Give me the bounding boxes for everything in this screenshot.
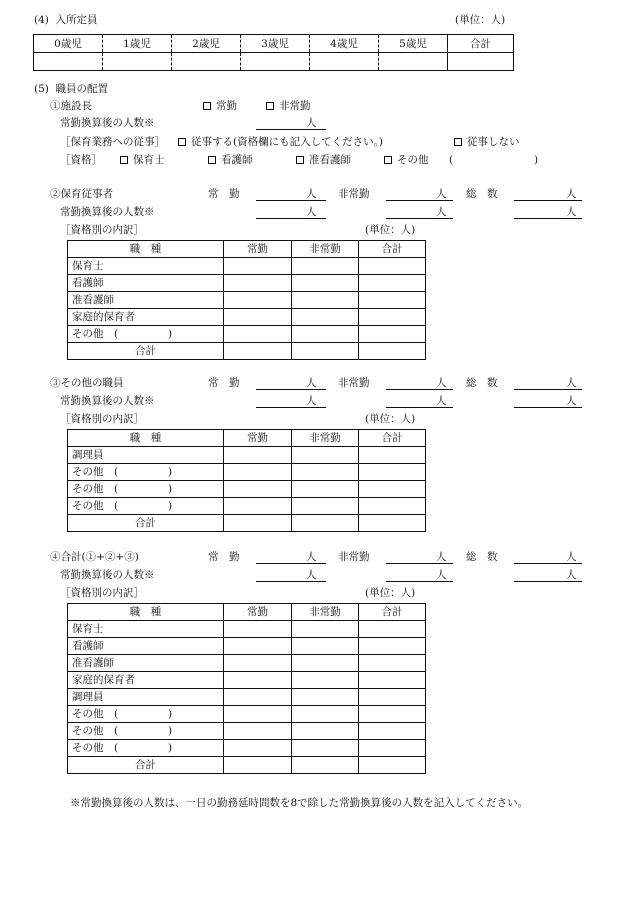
qual-option-nurse[interactable]: 看護師 <box>208 155 253 166</box>
capacity-header: 4歳児 <box>310 35 379 53</box>
checkbox-icon[interactable] <box>208 156 216 164</box>
table-cell[interactable] <box>224 515 292 532</box>
job-type-cell <box>68 258 224 275</box>
table-row <box>68 258 426 275</box>
job-type-cell <box>68 621 224 638</box>
table-cell[interactable] <box>359 447 426 464</box>
person-unit: 人 <box>306 206 317 218</box>
converted-fulltime-field[interactable] <box>256 581 326 582</box>
table-cell[interactable] <box>292 258 359 275</box>
job-type-cell <box>68 326 224 343</box>
director-title: ①施設長 <box>50 100 92 112</box>
paren-close: ) <box>168 742 173 754</box>
converted-total-field[interactable] <box>514 218 582 219</box>
job-type-cell <box>68 740 224 757</box>
table-row <box>68 464 426 481</box>
table-header: 職 種 <box>68 430 224 447</box>
table-row <box>68 292 426 309</box>
paren-close: ) <box>168 466 173 478</box>
table-row <box>68 498 426 515</box>
table-cell[interactable] <box>359 672 426 689</box>
capacity-header: 1歳児 <box>103 35 172 53</box>
table-cell[interactable] <box>292 275 359 292</box>
table-header: 常勤 <box>224 604 292 621</box>
table-cell[interactable] <box>359 481 426 498</box>
table-cell[interactable] <box>359 706 426 723</box>
job-type-label: 看護師 <box>72 640 104 652</box>
total-field[interactable] <box>514 563 582 564</box>
qual-other-close-paren: ) <box>534 154 539 166</box>
table-cell[interactable] <box>224 258 292 275</box>
table-total-row <box>68 515 426 532</box>
footnote: ※常勤換算後の人数は、一日の勤務延時間数を8で除した常勤換算後の人数を記入してください。 <box>70 797 529 809</box>
breakdown-table <box>67 603 426 774</box>
breakdown-table <box>67 240 426 360</box>
table-cell[interactable] <box>224 706 292 723</box>
table-row <box>68 723 426 740</box>
capacity-header: 2歳児 <box>172 35 241 53</box>
converted-label: 常勤換算後の人数※ <box>60 206 155 218</box>
director-converted-field[interactable] <box>256 129 326 130</box>
table-row <box>68 672 426 689</box>
total-label: 総 数 <box>466 377 498 389</box>
person-unit: 人 <box>566 206 577 218</box>
converted-total-field[interactable] <box>514 581 582 582</box>
table-header: 常勤 <box>224 430 292 447</box>
table-header: 合計 <box>359 604 426 621</box>
paren-close: ) <box>168 708 173 720</box>
person-unit: 人 <box>436 551 447 563</box>
section-title: ②保育従事者 <box>50 188 113 200</box>
converted-parttime-field[interactable] <box>386 218 453 219</box>
breakdown-table <box>67 429 426 532</box>
total-row-label: 合計 <box>68 757 224 774</box>
table-row <box>68 655 426 672</box>
job-type-cell <box>68 655 224 672</box>
table-header: 非常勤 <box>292 430 359 447</box>
person-unit: 人 <box>436 206 447 218</box>
table-cell[interactable] <box>224 638 292 655</box>
table-cell[interactable] <box>224 655 292 672</box>
table-cell[interactable] <box>292 343 359 360</box>
job-type-cell <box>68 275 224 292</box>
staff-heading: (5) 職員の配置 <box>34 83 109 95</box>
capacity-header: 0歳児 <box>34 35 103 53</box>
table-total-row <box>68 757 426 774</box>
table-row <box>68 326 426 343</box>
fulltime-label: 常 勤 <box>208 551 240 563</box>
care-work-yes-option[interactable]: 従事する(資格欄にも記入してください。) <box>178 137 383 148</box>
job-type-cell <box>68 464 224 481</box>
job-type-cell <box>68 689 224 706</box>
qual-option-hoikushi[interactable]: 保育士 <box>120 155 165 166</box>
table-cell[interactable] <box>359 689 426 706</box>
total-field[interactable] <box>514 200 582 201</box>
table-cell[interactable] <box>224 343 292 360</box>
job-type-label: その他 ( <box>72 742 119 754</box>
capacity-header: 3歳児 <box>241 35 310 53</box>
job-type-cell <box>68 309 224 326</box>
job-type-cell <box>68 481 224 498</box>
converted-label: 常勤換算後の人数※ <box>60 395 155 407</box>
table-cell[interactable] <box>359 723 426 740</box>
table-row <box>68 638 426 655</box>
table-row <box>68 447 426 464</box>
person-unit: 人 <box>566 395 577 407</box>
person-unit: 人 <box>436 569 447 581</box>
table-cell[interactable] <box>224 723 292 740</box>
parttime-field[interactable] <box>386 389 453 390</box>
table-cell[interactable] <box>292 740 359 757</box>
table-cell[interactable] <box>292 464 359 481</box>
person-unit: 人 <box>306 377 317 389</box>
job-type-label: 調理員 <box>72 691 104 703</box>
person-unit: 人 <box>436 188 447 200</box>
table-cell[interactable] <box>292 309 359 326</box>
table-cell[interactable] <box>359 275 426 292</box>
table-cell[interactable] <box>224 464 292 481</box>
capacity-table <box>33 34 514 71</box>
section-title: ④合計(①+②+③) <box>50 551 139 563</box>
person-unit: 人 <box>306 117 317 129</box>
person-unit: 人 <box>566 188 577 200</box>
checkbox-icon[interactable] <box>296 156 304 164</box>
job-type-label: 調理員 <box>72 449 104 461</box>
table-row <box>68 481 426 498</box>
director-converted-label: 常勤換算後の人数※ <box>60 117 155 129</box>
fulltime-field[interactable] <box>256 389 326 390</box>
table-cell[interactable] <box>292 621 359 638</box>
job-type-label: 保育士 <box>72 623 104 635</box>
table-header: 非常勤 <box>292 604 359 621</box>
table-cell[interactable] <box>224 275 292 292</box>
fulltime-field[interactable] <box>256 200 326 201</box>
fulltime-field[interactable] <box>256 563 326 564</box>
parttime-field[interactable] <box>386 563 453 564</box>
total-field[interactable] <box>514 389 582 390</box>
table-cell[interactable] <box>359 326 426 343</box>
capacity-header: 合計 <box>448 35 514 53</box>
breakdown-label: ［資格別の内訳］ <box>60 587 144 599</box>
table-cell[interactable] <box>292 757 359 774</box>
breakdown-unit: (単位：人) <box>365 224 416 236</box>
table-row <box>68 309 426 326</box>
table-cell[interactable] <box>359 309 426 326</box>
job-type-label: その他 ( <box>72 483 119 495</box>
person-unit: 人 <box>566 377 577 389</box>
table-cell[interactable] <box>359 757 426 774</box>
converted-label: 常勤換算後の人数※ <box>60 569 155 581</box>
breakdown-label: ［資格別の内訳］ <box>60 413 144 425</box>
person-unit: 人 <box>436 395 447 407</box>
job-type-label: その他 ( <box>72 708 119 720</box>
table-cell[interactable] <box>359 258 426 275</box>
care-work-no-option[interactable]: 従事しない <box>454 137 520 148</box>
table-cell[interactable] <box>224 672 292 689</box>
capacity-cell[interactable] <box>172 53 241 71</box>
director-fulltime-option[interactable]: 常勤 <box>203 101 237 112</box>
table-cell[interactable] <box>224 498 292 515</box>
table-cell[interactable] <box>359 498 426 515</box>
person-unit: 人 <box>306 551 317 563</box>
paren-close: ) <box>168 725 173 737</box>
job-type-cell <box>68 723 224 740</box>
table-cell[interactable] <box>292 689 359 706</box>
table-cell[interactable] <box>224 689 292 706</box>
converted-parttime-field[interactable] <box>386 407 453 408</box>
table-cell[interactable] <box>292 447 359 464</box>
table-cell[interactable] <box>224 757 292 774</box>
table-row <box>68 689 426 706</box>
job-type-label: 家庭的保育者 <box>72 674 135 686</box>
job-type-label: 保育士 <box>72 260 104 272</box>
person-unit: 人 <box>566 551 577 563</box>
table-cell[interactable] <box>224 309 292 326</box>
table-header: 職 種 <box>68 241 224 258</box>
person-unit: 人 <box>306 569 317 581</box>
breakdown-unit: (単位：人) <box>365 587 416 599</box>
table-cell[interactable] <box>359 655 426 672</box>
job-type-cell <box>68 672 224 689</box>
table-cell[interactable] <box>224 292 292 309</box>
person-unit: 人 <box>306 395 317 407</box>
converted-parttime-field[interactable] <box>386 581 453 582</box>
table-header: 合計 <box>359 430 426 447</box>
table-header: 常勤 <box>224 241 292 258</box>
table-cell[interactable] <box>359 515 426 532</box>
converted-fulltime-field[interactable] <box>256 407 326 408</box>
checkbox-icon[interactable] <box>384 156 392 164</box>
table-cell[interactable] <box>292 723 359 740</box>
job-type-label: その他 ( <box>72 328 119 340</box>
table-cell[interactable] <box>359 621 426 638</box>
checkbox-icon[interactable] <box>454 138 462 146</box>
table-row <box>68 740 426 757</box>
qual-option-assistant-nurse[interactable]: 准看護師 <box>296 155 351 166</box>
checkbox-icon[interactable] <box>203 102 211 110</box>
table-cell[interactable] <box>224 621 292 638</box>
qualification-label: ［資格］ <box>60 154 102 166</box>
parttime-label: 非常勤 <box>338 188 370 200</box>
paren-close: ) <box>168 500 173 512</box>
table-cell[interactable] <box>359 464 426 481</box>
job-type-label: その他 ( <box>72 500 119 512</box>
capacity-cell[interactable] <box>448 53 514 71</box>
fulltime-label: 常 勤 <box>208 377 240 389</box>
capacity-cell[interactable] <box>103 53 172 71</box>
table-cell[interactable] <box>224 740 292 757</box>
total-label: 総 数 <box>466 551 498 563</box>
table-cell[interactable] <box>292 292 359 309</box>
table-cell[interactable] <box>359 638 426 655</box>
parttime-label: 非常勤 <box>338 377 370 389</box>
section-title: ③その他の職員 <box>50 377 124 389</box>
total-row-label: 合計 <box>68 515 224 532</box>
capacity-cell[interactable] <box>241 53 310 71</box>
table-header: 非常勤 <box>292 241 359 258</box>
table-cell[interactable] <box>292 515 359 532</box>
table-cell[interactable] <box>359 740 426 757</box>
job-type-cell <box>68 447 224 464</box>
parttime-label: 非常勤 <box>338 551 370 563</box>
capacity-cell[interactable] <box>379 53 448 71</box>
job-type-cell <box>68 292 224 309</box>
table-cell[interactable] <box>292 498 359 515</box>
capacity-heading: (4) 入所定員 <box>34 14 98 26</box>
table-row <box>68 275 426 292</box>
person-unit: 人 <box>566 569 577 581</box>
table-cell[interactable] <box>292 655 359 672</box>
table-row <box>68 621 426 638</box>
table-cell[interactable] <box>292 326 359 343</box>
care-work-label: ［保育業務への従事］ <box>60 136 165 148</box>
job-type-label: その他 ( <box>72 466 119 478</box>
capacity-cell[interactable] <box>34 53 103 71</box>
job-type-label: 看護師 <box>72 277 104 289</box>
job-type-cell <box>68 498 224 515</box>
converted-total-field[interactable] <box>514 407 582 408</box>
total-label: 総 数 <box>466 188 498 200</box>
capacity-header: 5歳児 <box>379 35 448 53</box>
table-cell[interactable] <box>292 672 359 689</box>
qual-option-other[interactable]: その他 <box>384 155 429 166</box>
fulltime-label: 常 勤 <box>208 188 240 200</box>
table-total-row <box>68 343 426 360</box>
table-cell[interactable] <box>359 292 426 309</box>
job-type-label: その他 ( <box>72 725 119 737</box>
table-header: 職 種 <box>68 604 224 621</box>
table-cell[interactable] <box>292 638 359 655</box>
person-unit: 人 <box>436 377 447 389</box>
checkbox-icon[interactable] <box>178 138 186 146</box>
breakdown-unit: (単位：人) <box>365 413 416 425</box>
total-row-label: 合計 <box>68 343 224 360</box>
table-cell[interactable] <box>292 481 359 498</box>
table-cell[interactable] <box>224 447 292 464</box>
checkbox-icon[interactable] <box>266 102 274 110</box>
table-cell[interactable] <box>292 706 359 723</box>
table-row <box>68 706 426 723</box>
capacity-unit: (単位：人) <box>455 14 506 26</box>
table-cell[interactable] <box>224 481 292 498</box>
paren-close: ) <box>168 328 173 340</box>
person-unit: 人 <box>306 188 317 200</box>
table-header: 合計 <box>359 241 426 258</box>
director-parttime-option[interactable]: 非常勤 <box>266 101 311 112</box>
table-cell[interactable] <box>359 343 426 360</box>
qual-other-open-paren: ( <box>449 154 454 166</box>
paren-close: ) <box>168 483 173 495</box>
job-type-cell <box>68 706 224 723</box>
breakdown-label: ［資格別の内訳］ <box>60 224 144 236</box>
job-type-label: 准看護師 <box>72 657 114 669</box>
parttime-field[interactable] <box>386 200 453 201</box>
job-type-label: 准看護師 <box>72 294 114 306</box>
converted-fulltime-field[interactable] <box>256 218 326 219</box>
table-cell[interactable] <box>224 326 292 343</box>
capacity-cell[interactable] <box>310 53 379 71</box>
checkbox-icon[interactable] <box>120 156 128 164</box>
job-type-label: 家庭的保育者 <box>72 311 135 323</box>
job-type-cell <box>68 638 224 655</box>
